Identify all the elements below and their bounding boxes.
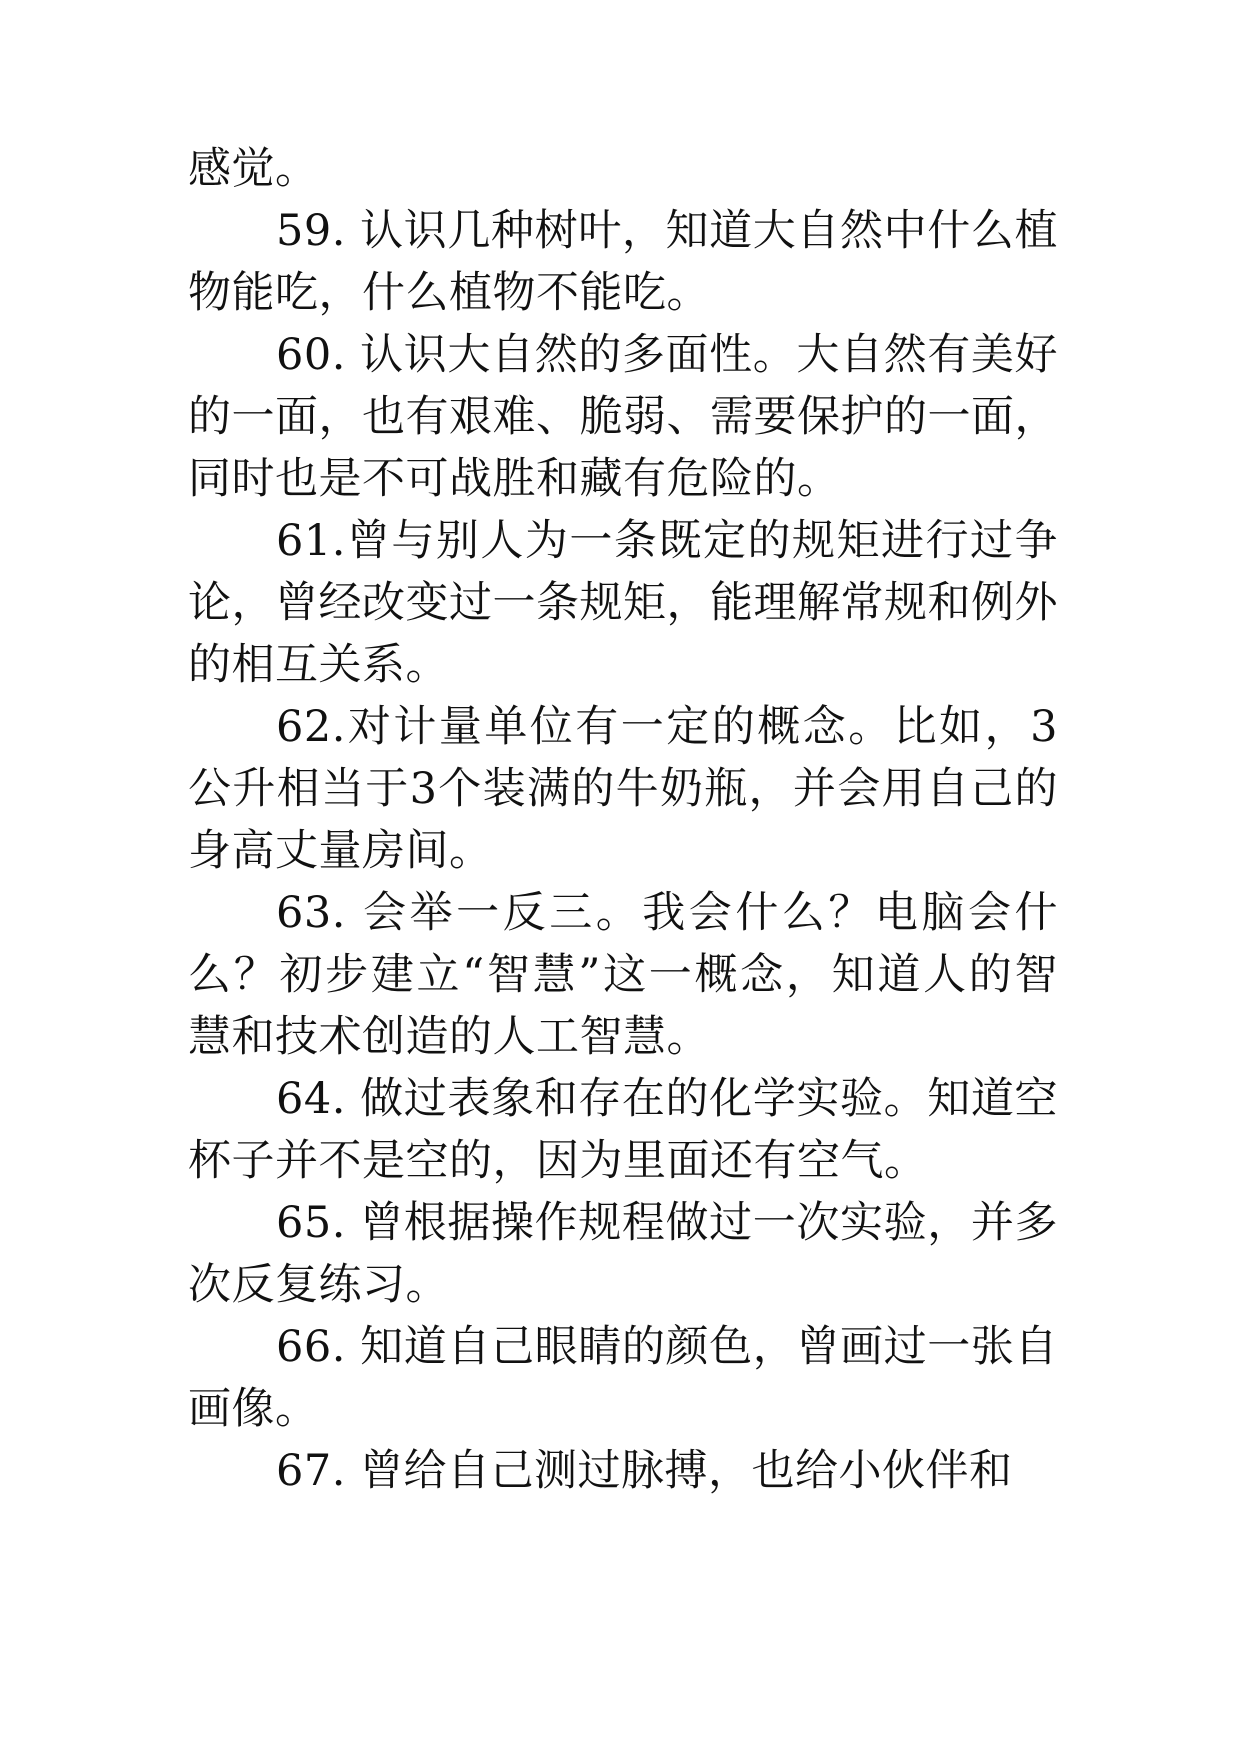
list-item-61: 61.曾与别人为一条既定的规矩进行过争论，曾经改变过一条规矩，能理解常规和例外的相互关系。 — [188, 516, 1058, 690]
list-item-60: 60. 认识大自然的多面性。大自然有美好的一面，也有艰难、脆弱、需要保护的一面，同时也是不可战胜和藏有危险的。 — [188, 330, 1058, 504]
list-item-65: 65. 曾根据操作规程做过一次实验，并多次反复练习。 — [188, 1198, 1058, 1310]
list-item-67: 67. 曾给自己测过脉搏，也给小伙伴和 — [276, 1446, 1013, 1496]
list-item-62: 62.对计量单位有一定的概念。比如，3公升相当于3个装满的牛奶瓶，并会用自己的身高丈量房间。 — [188, 702, 1058, 876]
document-body — [188, 138, 1058, 1502]
list-item-59: 59. 认识几种树叶，知道大自然中什么植物能吃，什么植物不能吃。 — [188, 206, 1058, 318]
paragraph-continuation: 感觉。 — [188, 144, 319, 194]
list-item-66: 66. 知道自己眼睛的颜色，曾画过一张自画像。 — [188, 1322, 1058, 1434]
list-item-64: 64. 做过表象和存在的化学实验。知道空杯子并不是空的，因为里面还有空气。 — [188, 1074, 1058, 1186]
list-item-63: 63. 会举一反三。我会什么？电脑会什么？初步建立“智慧”这一概念，知道人的智慧和技术创造的人工智慧。 — [188, 888, 1058, 1062]
